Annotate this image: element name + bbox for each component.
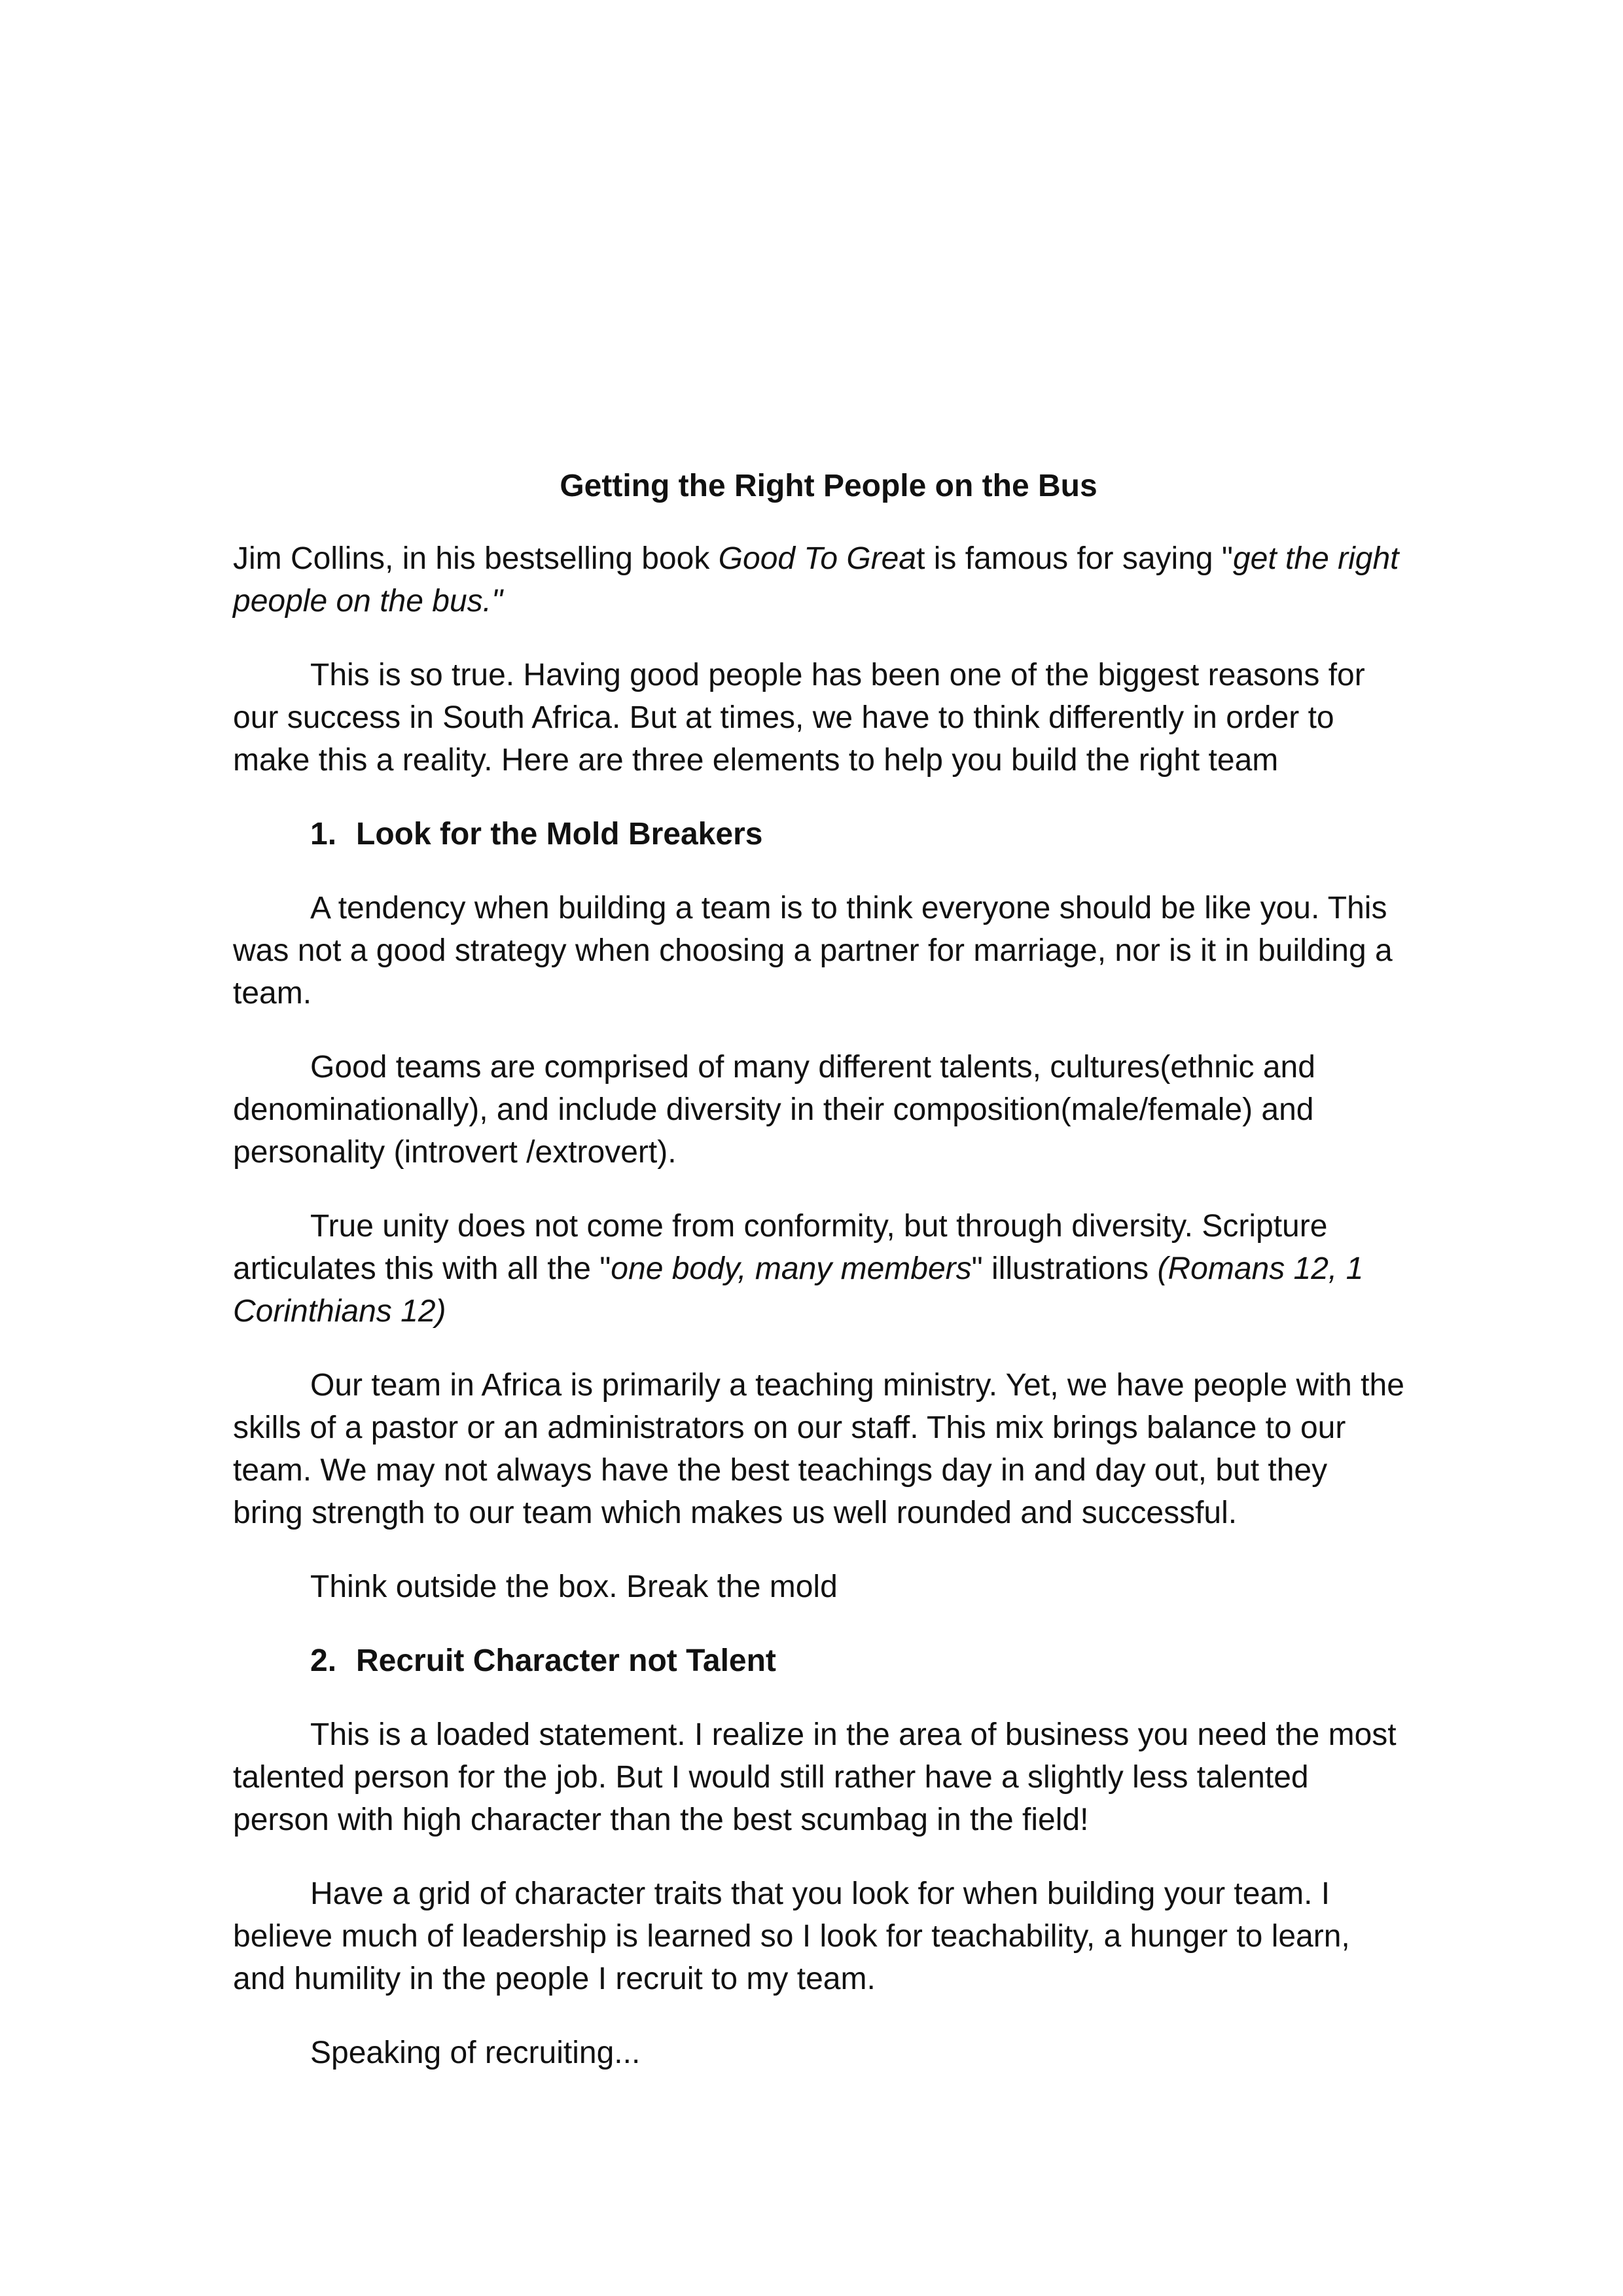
paragraph-6: Think outside the box. Break the mold	[310, 1570, 838, 1604]
scripture-reference: (Romans 12, 1 Corinthians 12)	[233, 1251, 1364, 1329]
paragraph-4-text-continued: " illustrations	[971, 1251, 1158, 1286]
book-title: Good To Grea	[718, 541, 917, 576]
paragraph-4	[233, 1205, 1404, 1333]
section-number-1: 1.	[310, 817, 337, 852]
paragraph-9: Speaking of recruiting...	[310, 2036, 641, 2070]
intro-quote: get the right people on the bus."	[233, 541, 1399, 619]
paragraph-7: This is a loaded statement. I realize in the area of business you need the most talented person for the job. But I would still rather have a slightly less talented person with high character than the best scumbag in the field!	[233, 1717, 1397, 1837]
paragraph-3: Good teams are comprised of many different talents, cultures(ethnic and denominationally), and include diversity in their composition(male/female) and personality (introvert /extrovert).	[233, 1050, 1315, 1170]
paragraph-5: Our team in Africa is primarily a teaching ministry. Yet, we have people with the skills of a pastor or an administrators on our staff. This mix brings balance to our team. We may not always have the best teachings day in and day out, but they bring strength to our team which makes us well rounded and successful.	[233, 1368, 1404, 1530]
intro-paragraph	[233, 537, 1404, 622]
section-heading-2	[233, 1640, 1404, 1682]
section-title-1: Look for the Mold Breakers	[356, 817, 763, 852]
paragraph-1: This is so true. Having good people has been one of the biggest reasons for our success in South Africa. But at times, we have to think differently in order to make this a reality. Here are three elements to help you build the right team	[233, 658, 1365, 778]
scripture-quote: one body, many members	[611, 1251, 972, 1286]
section-number-2: 2.	[310, 1643, 337, 1678]
document-page	[233, 465, 1404, 2106]
intro-text-continued: t is famous for saying "	[916, 541, 1233, 576]
document-title: Getting the Right People on the Bus	[560, 469, 1097, 503]
paragraph-8: Have a grid of character traits that you look for when building your team. I believe much of leadership is learned so I look for teachability, a hunger to learn, and humility in the people I recruit to my team.	[233, 1876, 1350, 1996]
section-heading-1	[233, 813, 1404, 855]
intro-text: Jim Collins, in his bestselling book	[233, 541, 719, 576]
paragraph-2: A tendency when building a team is to think everyone should be like you. This was not a good strategy when choosing a partner for marriage, nor is it in building a team.	[233, 891, 1393, 1011]
section-title-2: Recruit Character not Talent	[356, 1643, 776, 1678]
paragraph-4-text: True unity does not come from conformity, but through diversity. Scripture articulates this with all the "	[233, 1209, 1328, 1286]
